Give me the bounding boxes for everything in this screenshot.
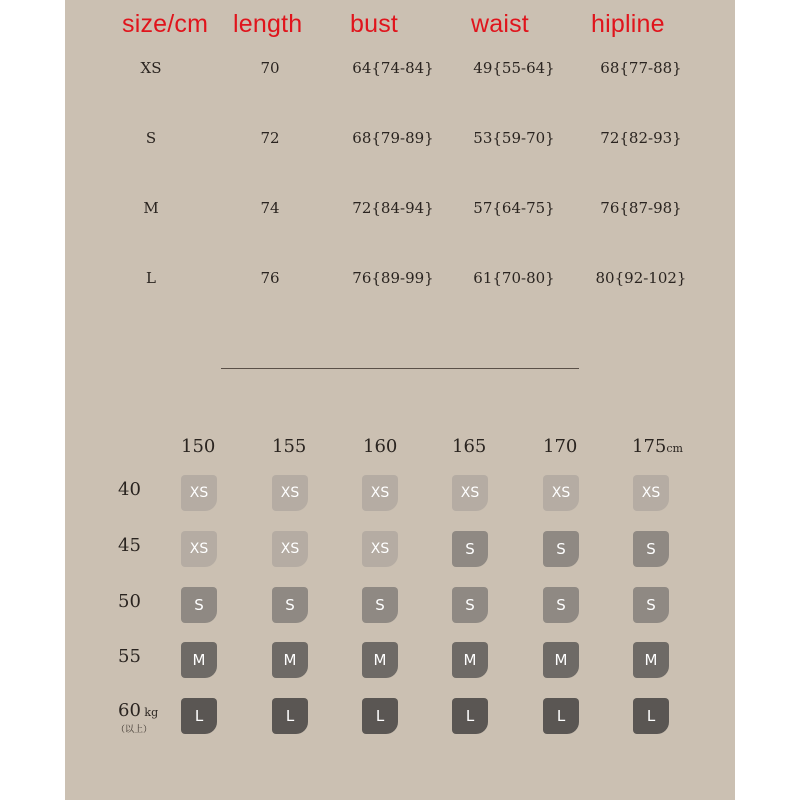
height-value: 170 xyxy=(543,436,578,457)
size-badge: XS xyxy=(543,475,579,511)
size-badge: S xyxy=(181,587,217,623)
measurement-cell: 72{84-94} xyxy=(352,199,434,217)
size-badge: XS xyxy=(181,531,217,567)
size-guide-panel xyxy=(65,0,735,800)
measurement-cell: 76{89-99} xyxy=(352,269,434,287)
size-badge: L xyxy=(452,698,488,734)
weight-value: 45 xyxy=(118,535,141,556)
size-badge: S xyxy=(362,587,398,623)
weight-note: （以上） xyxy=(116,725,153,735)
size-badge: XS xyxy=(272,531,308,567)
measurement-cell: 80{92-102} xyxy=(595,269,687,287)
size-badge: S xyxy=(543,531,579,567)
weight-value: 55 xyxy=(118,646,141,667)
size-badge: L xyxy=(272,698,308,734)
height-value: 175 xyxy=(632,436,667,457)
size-label-cell: S xyxy=(145,129,157,147)
weight-label xyxy=(118,646,141,667)
measurement-cell: 74 xyxy=(260,199,280,217)
measurement-cell: 72 xyxy=(260,129,280,147)
measurement-cell: 70 xyxy=(260,59,280,77)
weight-value: 60 xyxy=(118,700,141,721)
measurement-cell: 68{79-89} xyxy=(352,129,434,147)
size-label-cell: XS xyxy=(140,59,162,77)
size-badge: XS xyxy=(362,475,398,511)
size-header: size/cm xyxy=(122,10,209,38)
measurement-cell: 76{87-98} xyxy=(600,199,682,217)
height-label xyxy=(543,436,577,457)
weight-label xyxy=(118,535,141,556)
size-label-cell: M xyxy=(143,199,159,217)
height-value: 155 xyxy=(272,436,307,457)
size-badge: L xyxy=(543,698,579,734)
measurement-cell: 72{82-93} xyxy=(600,129,682,147)
size-badge: L xyxy=(633,698,669,734)
hipline-header: hipline xyxy=(591,10,665,38)
height-unit: cm xyxy=(666,442,683,455)
size-badge: M xyxy=(362,642,398,678)
size-badge: S xyxy=(272,587,308,623)
weight-value: 40 xyxy=(118,479,141,500)
size-badge: XS xyxy=(272,475,308,511)
weight-label xyxy=(118,700,158,721)
weight-unit: kg xyxy=(144,706,159,719)
size-badge: XS xyxy=(362,531,398,567)
measurement-cell: 68{77-88} xyxy=(600,59,682,77)
height-value: 165 xyxy=(452,436,487,457)
size-badge: XS xyxy=(633,475,669,511)
size-badge: M xyxy=(543,642,579,678)
measurement-cell: 64{74-84} xyxy=(352,59,434,77)
measurement-cell: 53{59-70} xyxy=(473,129,555,147)
size-badge: M xyxy=(633,642,669,678)
size-badge: L xyxy=(181,698,217,734)
size-badge: XS xyxy=(181,475,217,511)
height-label xyxy=(181,436,215,457)
weight-label xyxy=(118,591,141,612)
waist-header: waist xyxy=(471,10,529,38)
size-badge: M xyxy=(272,642,308,678)
measurement-cell: 57{64-75} xyxy=(473,199,555,217)
size-badge: S xyxy=(452,587,488,623)
height-label xyxy=(272,436,306,457)
height-label xyxy=(363,436,397,457)
weight-value: 50 xyxy=(118,591,141,612)
measurement-cell: 61{70-80} xyxy=(473,269,555,287)
size-badge: XS xyxy=(452,475,488,511)
height-value: 160 xyxy=(363,436,398,457)
size-badge: S xyxy=(452,531,488,567)
measurement-cell: 49{55-64} xyxy=(473,59,555,77)
size-badge: L xyxy=(362,698,398,734)
size-badge: M xyxy=(181,642,217,678)
size-badge: S xyxy=(633,531,669,567)
height-label xyxy=(452,436,486,457)
divider-line xyxy=(221,368,579,369)
height-label xyxy=(632,436,683,457)
measurement-cell: 76 xyxy=(260,269,280,287)
length-header: length xyxy=(233,10,303,38)
size-label-cell: L xyxy=(146,269,156,287)
size-badge: S xyxy=(543,587,579,623)
bust-header: bust xyxy=(350,10,399,38)
size-badge: S xyxy=(633,587,669,623)
weight-label xyxy=(118,479,141,500)
size-badge: M xyxy=(452,642,488,678)
height-value: 150 xyxy=(181,436,216,457)
